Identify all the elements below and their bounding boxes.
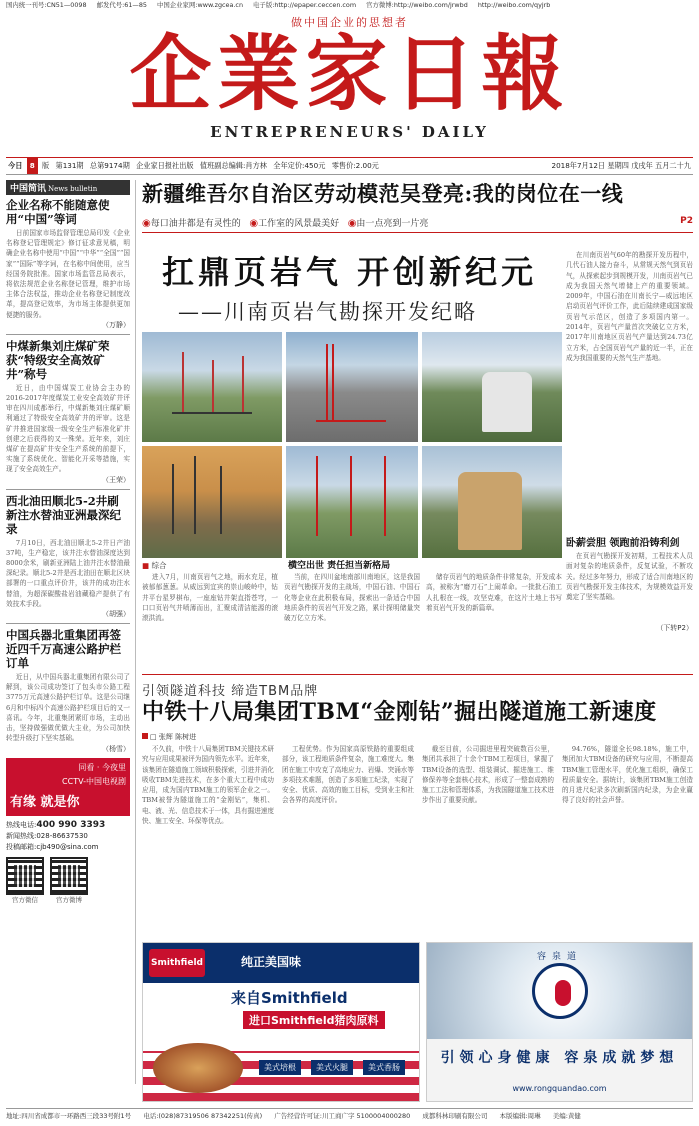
ad-url[interactable]: www.rongquandao.com (512, 1084, 607, 1093)
brief-credit: （杨雪） (102, 744, 130, 753)
brief-body: 近日，从中国兵器北重集团有限公司了解到，该公司成功签订了包头市公路工程3775万元高速公路护栏订单。这是公司继6月和中标四个高速公路护栏项目后的又一喜讯。今年，北重集团紧盯市场，主动出击，坚持做强做优做大主业，为公司加快转型升级打下坚实基础。 (6, 673, 130, 743)
photo-monument-stone (422, 446, 562, 558)
hotline-number: 400 990 3393 (36, 819, 106, 830)
lead-tags (142, 216, 693, 229)
news-brief-column (6, 180, 136, 1084)
qr-code-icon[interactable] (50, 857, 88, 895)
lead-headline[interactable]: 新疆维吾尔自治区劳动模范吴登亮:我的岗位在一线 (142, 181, 624, 206)
brief-title: 中国兵器北重集团再签近四千万高速公路护栏订单 (6, 628, 121, 671)
duty-editor: 值班副总编辑:肖方林 (199, 161, 267, 170)
ad-tagline: 同看 · 今夜里 (78, 762, 126, 772)
ad-slogan: 引领心身健康 容泉成就梦想 (440, 1050, 679, 1066)
news-brief-header (6, 180, 130, 195)
top-strip-item: 邮发代号:61—85 (96, 1, 147, 9)
publisher: 企业家日报社出版 (136, 161, 194, 170)
tv-drama-ad[interactable] (6, 758, 130, 816)
masthead-title: 企業家日報 (129, 26, 570, 122)
news-hotline: 新闻热线:028-86637530 (6, 831, 88, 840)
footer-item: 广告经营许可证:川工商广字 5100004000280 (274, 1112, 411, 1120)
smithfield-logo: Smithfield (149, 949, 205, 977)
tbm-byline (142, 732, 196, 742)
brief-credit: （万静） (102, 320, 130, 329)
smithfield-ad[interactable] (142, 942, 420, 1102)
ad-brand: 有缘 就是你 (10, 794, 80, 810)
masthead-english: ENTREPRENEURS' DAILY (210, 123, 489, 141)
qr-code-icon[interactable] (6, 857, 44, 895)
photo-drilling-rig (142, 332, 282, 442)
brief-body: 近日，由中国煤炭工业协会主办的2016-2017年度煤炭工业安全高效矿井评审在四川成都举行，中煤新集刘庄煤矿顺利通过了特级安全高效矿井的评审。这是矿井推进国家级一级安全生产标准化矿井创建之后获得的又一殊荣。近年来，刘庄煤矿在提高矿井安全生产系统的前提下，实施了系统优化、智能化开采等措施，实现了安全高效生产。 (6, 383, 130, 474)
qr-caption: 官方微博 (56, 895, 82, 904)
brief-body: 日前国家市场监督管理总局印发《企业名称登记管理规定》修订征求意见稿，明确企业名称中使用“中国”“中华”“全国”“国家”“国际”等字词，在名称中间使用，应当经国务院批准。国家市场监管总局表示，将依法规范企业名称登记管理，维护市场主体合法权益，推动企业名称登记制度改革，提高登记效率，为市场主体提供更加便捷的服务。 (6, 229, 130, 319)
tbm-headline[interactable]: 中铁十八局集团TBM“金刚钻”掘出隧道施工新速度 (142, 699, 657, 725)
main-subhead: ——川南页岩气勘探开发纪略 (178, 300, 477, 324)
divider (142, 232, 693, 233)
divider (6, 334, 130, 335)
masthead-slogan: 做中国企业的思想者 (291, 16, 408, 29)
story-subhead: 卧薪尝胆 领跑前沿铸利剑 (566, 538, 680, 549)
qr-codes (6, 857, 130, 904)
story-column: 不久前，中铁十八局集团TBM关键技术研究与应用成果被评为国内领先水平。近年来，该集团在隧道施工领域积极探索，引进并消化吸收TBM先进技术，在多个重大工程中成功应用，成为国内TBM施工的领军企业之一。TBM被誉为隧道施工的“金刚钻”，集机、电、液、光、信息技术于一体，具有掘进速度快、施工安全、环保等优点。 (142, 745, 274, 826)
story-text: 在川南页岩气60年的勘探开发历程中，几代石油人接力奋斗，从常规天然气到页岩气，从探索起步到规模开发，川南页岩气已成为我国天然气增储上产的重要领域。2009年，中国石油在川南长宁—威远地区启动页岩气评价工作，此后陆续建成国家级页岩气示范区，创造了多项国内第一。2014年，页岩气产量首次突破亿立方米，2017年川南地区页岩气产量达到24.73亿立方米，占全国页岩气产量的近一半，正在成为我国重要的天然气生产基地。 (566, 251, 693, 362)
top-strip-item: http://weibo.com/qyjrb (477, 1, 551, 9)
footer-item: 地址:四川省成都市一环路西三段33号附1号 (6, 1112, 132, 1120)
top-strip-item: 国内统一刊号:CN51—0098 (6, 1, 87, 9)
contact-block (6, 820, 130, 853)
edition-label: 今日 (8, 161, 23, 170)
lead-tag: 每口油井都是有灵性的 (150, 219, 241, 229)
issue-date: 2018年7月12日 星期四 戊戌年 五月二十九 (551, 161, 691, 170)
rongquandao-ad[interactable] (426, 942, 693, 1102)
page-number-badge: 8 (27, 158, 38, 174)
story-column: 进入7月，川南页岩气之地，雨水充足，植被郁郁葱葱。从威远到宜宾的崇山峻岭中，钻井平台星罗棋布，一座座钻井架直指苍穹，一口口页岩气井喷薄而出，汇聚成清洁能源的滚滚洪流。 (142, 573, 278, 623)
brief-credit: （胡强） (102, 610, 130, 619)
single-price: 零售价:2.00元 (331, 161, 379, 170)
lead-tag: 工作室的风景最美好 (258, 219, 340, 229)
food-image (153, 1043, 243, 1093)
story-column: 94.76%，隧道全长98.18%，施工中，集团加大TBM设备的研究与应用，不断提高TBM施工管理水平，优化施工组织，确保工程质量安全。据统计，该集团TBM施工创造的月进尺纪录多次刷新国内纪录，为企业赢得了良好的社会声誉。 (562, 745, 693, 805)
photo-caption-label: 综合 (151, 561, 167, 570)
tbm-kicker: 引领隧道科技 缔造TBM品牌 (142, 684, 319, 699)
red-square-icon (142, 733, 148, 739)
main-headline[interactable]: 扛鼎页岩气 开创新纪元 (162, 253, 538, 291)
page-footer (6, 1108, 693, 1122)
story-column: 工程优势。作为国家高原铁路的重要组成部分，该工程地质条件复杂，施工难度大。集团在施工中攻克了高地应力、岩爆、突涌水等多项技术难题，创造了多项施工纪录，实现了安全、优质、高效的施工目标，受到业主和社会各界的高度评价。 (282, 745, 414, 805)
bullet-icon: ◉ (347, 218, 357, 229)
story-text: 在页岩气勘探开发初期，工程技术人员面对复杂的地质条件，反复试验，不断攻关。经过多年努力，形成了适合川南地区的页岩气勘探开发主体技术，为规模效益开发奠定了坚实基础。 (566, 552, 693, 602)
page-reference[interactable]: P2 (680, 216, 693, 226)
ad-company: 容泉道 (536, 952, 582, 962)
footer-item: 电话:(028)87319506 87342251(传真) (143, 1112, 263, 1120)
main-story-right-column (566, 250, 693, 633)
page-unit: 版 (42, 161, 50, 170)
top-info-strip (0, 0, 699, 11)
brief-credit: （王荣） (102, 475, 130, 484)
brief-article (6, 494, 130, 619)
byline-text: □ 张辉 陈树进 (150, 733, 197, 741)
qr-caption: 官方微信 (12, 895, 38, 904)
ad-line: 纯正美国味 (241, 955, 302, 969)
submission-email: 投稿邮箱:cjb490@sina.com (6, 842, 99, 851)
emblem-icon (532, 963, 588, 1019)
product-label: 美式火腿 (311, 1060, 353, 1075)
top-strip-item: 中国企业家网:www.zgcea.cn (157, 1, 243, 9)
divider (6, 489, 130, 490)
photo-caption (142, 560, 166, 571)
brief-title: 企业名称不能随意使用“中国”等词 (6, 198, 110, 226)
brief-article (6, 628, 130, 753)
issue-info-bar (6, 157, 693, 175)
product-label: 美式香肠 (363, 1060, 405, 1075)
brief-article (6, 198, 130, 330)
photo-night-rig (286, 446, 418, 558)
story-column: 当前，在四川盆地南部川南地区，这是我国页岩气勘探开发的主战场，中国石油、中国石化等企业在此积极布局，探索出一条适合中国地质条件的页岩气开发之路，累计探明储量突破万亿立方米。 (284, 573, 420, 623)
continued-link[interactable]: （下转P2） (656, 624, 693, 632)
brief-body: 7月10日，西北油田顺北5-2井日产油37吨，生产稳定，该井注水替油深度达到8000余米，刷新亚洲陆上油井注水替油最深纪录。顺北5-2井是西北油田在顺北区块部署的一口重点评价井，该井的成功注水替油，为超深碳酸盐岩油藏稳产提供了有效技术手段。 (6, 538, 130, 608)
ad-line: 进口Smithfield猪肉原料 (243, 1011, 385, 1029)
top-strip-item: 官方微博:http://weibo.com/jrwbd (366, 1, 468, 9)
year-price: 全年定价:450元 (273, 161, 326, 170)
red-square-icon: ■ (142, 561, 150, 570)
top-strip-item: 电子版:http://epaper.ceccen.com (253, 1, 357, 9)
footer-item: 本版编辑:周琳 (499, 1112, 541, 1120)
footer-item: 美编:黄健 (552, 1112, 581, 1120)
divider (6, 623, 130, 624)
story-column: 截至目前，公司掘进里程突破数百公里，集团共承担了十余个TBM工程项目，掌握了TBM设备的选型、组装调试、掘进施工、维修保养等全套核心技术，形成了一整套成熟的施工工法和管理体系，为我国隧道施工技术进步作出了重要贡献。 (422, 745, 554, 805)
photo-well-site (286, 332, 418, 442)
lead-tag: 由一点亮到一片亮 (356, 219, 429, 229)
divider (142, 674, 693, 675)
bullet-icon: ◉ (142, 218, 151, 229)
product-label: 美式培根 (259, 1060, 301, 1075)
photo-sunset-rig (142, 446, 282, 558)
brief-title: 西北油田顺北5-2井刷新注水替油亚洲最深纪录 (6, 493, 121, 536)
bullet-icon: ◉ (249, 218, 259, 229)
hotline-label: 热线电话: (6, 820, 37, 829)
column-subhead: 横空出世 责任担当新格局 (288, 561, 391, 571)
story-column: 储存页岩气的地质条件非常复杂，开发成本高，被称为“磨刀石”上闹革命。一批批石油工人扎根在一线，攻坚克难，在这片土地上书写着页岩气开发的新篇章。 (426, 573, 562, 612)
photo-worker (422, 332, 562, 442)
news-brief-en: News bulletin (48, 185, 98, 193)
ad-line: 来自Smithfield (231, 989, 348, 1007)
ad-program: CCTV-中国电视剧 (62, 776, 126, 786)
main-area (142, 180, 693, 1093)
total-issue: 总第9174期 (89, 161, 130, 170)
brief-title: 中煤新集刘庄煤矿荣获“特级安全高效矿井”称号 (6, 338, 110, 381)
brief-article (6, 339, 130, 485)
footer-item: 成都科林印刷有限公司 (422, 1112, 488, 1120)
issue-number: 第131期 (55, 161, 84, 170)
news-brief-label: 中国简讯 (10, 184, 47, 194)
